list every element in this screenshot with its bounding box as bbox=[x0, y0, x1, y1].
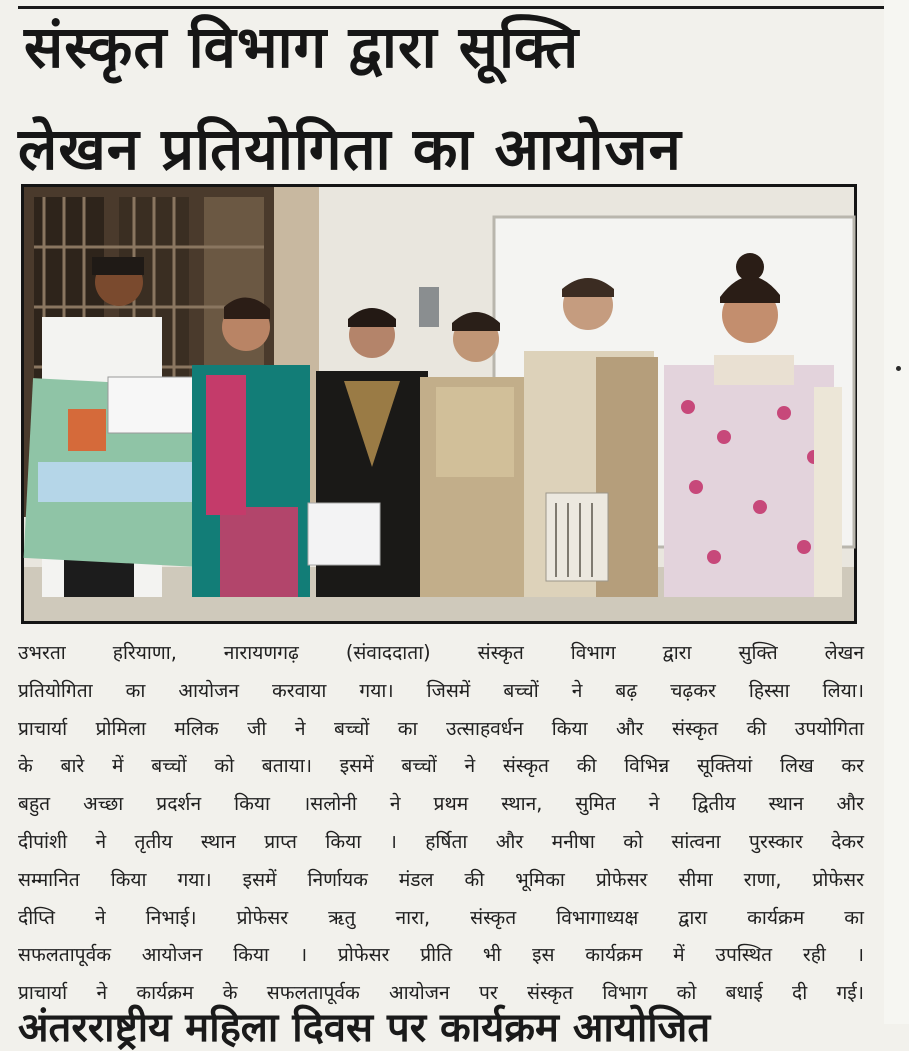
headline-line-1: संस्कृत विभाग द्वारा सूक्ति bbox=[24, 13, 580, 81]
adjacent-column-edge bbox=[884, 0, 909, 1024]
article-body bbox=[18, 634, 864, 1012]
article-line: बहुत अच्छा प्रदर्शन किया ।सलोनी ने प्रथम स्थान, सुमित ने द्वितीय स्थान और bbox=[18, 792, 864, 816]
article-line: प्राचार्या प्रोमिला मलिक जी ने बच्चों का उत्साहवर्धन किया और संस्कृत की उपयोगिता bbox=[18, 716, 864, 740]
article-line: प्रतियोगिता का आयोजन करवाया गया। जिसमें बच्चों ने बढ़ चढ़कर हिस्सा लिया। bbox=[18, 678, 864, 702]
article-line: सम्मानित किया गया। इसमें निर्णायक मंडल की भूमिका प्रोफेसर सीमा राणा, प्रोफेसर bbox=[18, 867, 864, 891]
adjacent-column-bullet bbox=[896, 366, 901, 371]
article-line: दीप्ति ने निभाई। प्रोफेसर ऋतु नारा, संस्कृत विभागाध्यक्ष द्वारा कार्यक्रम का bbox=[18, 905, 864, 929]
next-article-headline: अंतरराष्ट्रीय महिला दिवस पर कार्यक्रम आयोजित bbox=[18, 1005, 711, 1051]
top-rule bbox=[18, 0, 884, 9]
headline-line-2: लेखन प्रतियोगिता का आयोजन bbox=[18, 115, 682, 183]
next-article-headline-cropped bbox=[18, 1005, 884, 1051]
news-photo bbox=[21, 184, 857, 624]
article-line: के बारे में बच्चों को बताया। इसमें बच्चों ने संस्कृत की विभिन्न सूक्तियां लिख कर bbox=[18, 754, 864, 778]
group-photo-illustration bbox=[24, 187, 854, 621]
article-line: प्राचार्या ने कार्यक्रम के सफलतापूर्वक आयोजन पर संस्कृत विभाग को बधाई दी गई। bbox=[18, 981, 864, 1005]
article-line: सफलतापूर्वक आयोजन किया । प्रोफेसर प्रीति भी इस कार्यक्रम में उपस्थित रही । bbox=[18, 943, 864, 967]
article-line: दीपांशी ने तृतीय स्थान प्राप्त किया । हर्षिता और मनीषा को सांत्वना पुरस्कार देकर bbox=[18, 829, 864, 853]
article-line: उभरता हरियाणा, नारायणगढ़ (संवाददाता) संस्कृत विभाग द्वारा सुक्ति लेखन bbox=[18, 641, 864, 664]
